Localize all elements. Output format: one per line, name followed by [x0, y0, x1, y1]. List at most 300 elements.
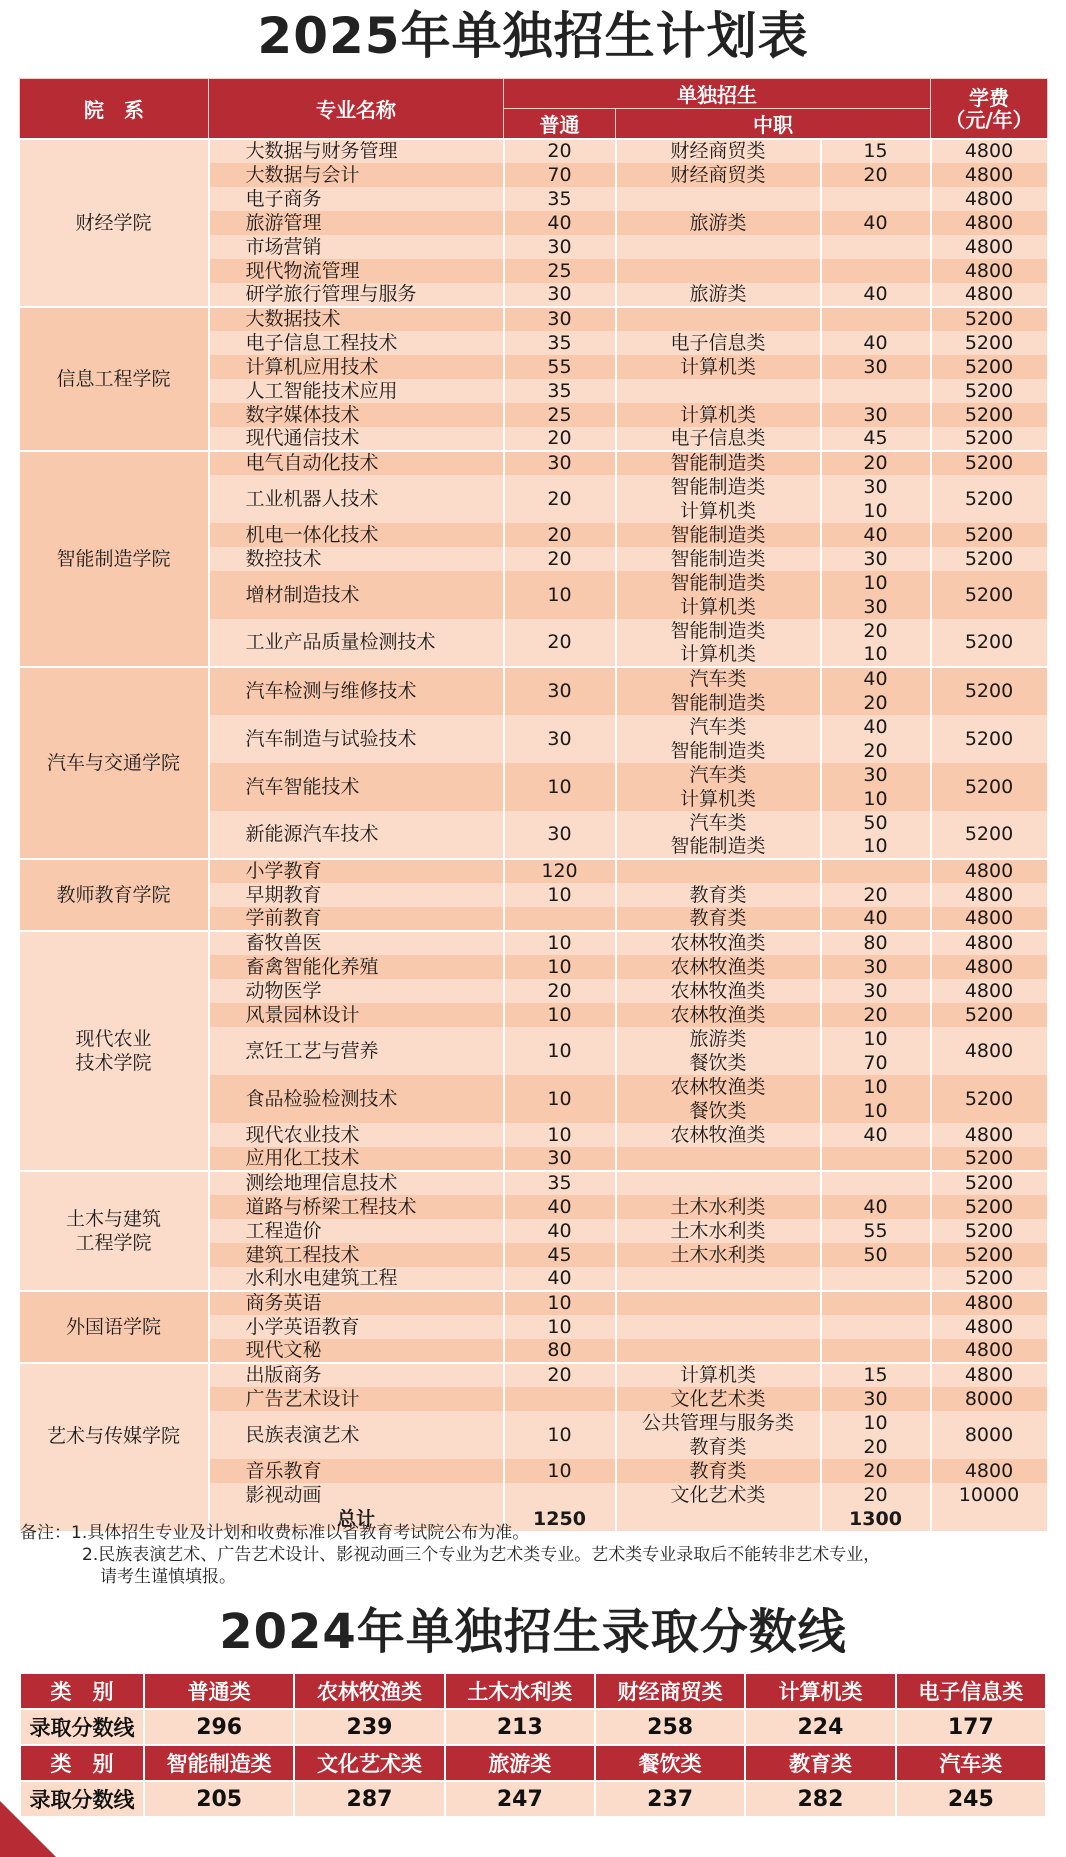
vocational-quota: 30 — [821, 763, 931, 787]
tuition-fee: 5200 — [931, 1195, 1048, 1219]
score-label: 录取分数线 — [20, 1781, 144, 1817]
score-label: 录取分数线 — [20, 1709, 144, 1745]
score-value: 213 — [445, 1709, 595, 1745]
vocational-category: 公共管理与服务类 — [616, 1411, 821, 1435]
enrollment-plan-table — [19, 78, 1049, 1531]
header-fee-unit: （元/年） — [945, 107, 1033, 132]
tuition-fee: 5200 — [931, 1171, 1048, 1195]
major-name: 风景园林设计 — [209, 1003, 504, 1027]
vocational-category: 汽车类 — [616, 763, 821, 787]
tuition-fee: 5200 — [931, 403, 1048, 427]
major-name: 数控技术 — [209, 547, 504, 571]
vocational-quota: 10 — [821, 835, 931, 859]
general-quota: 120 — [504, 859, 616, 883]
tuition-fee: 4800 — [931, 139, 1048, 163]
general-quota: 35 — [504, 379, 616, 403]
table-row — [20, 1363, 1048, 1387]
tuition-fee: 5200 — [931, 619, 1048, 667]
vocational-quota: 40 — [821, 907, 931, 931]
major-name: 研学旅行管理与服务 — [209, 283, 504, 307]
tuition-fee: 5200 — [931, 1147, 1048, 1171]
major-name: 机电一体化技术 — [209, 523, 504, 547]
vocational-quota: 40 — [821, 667, 931, 691]
dept-name: 信息工程学院 — [20, 307, 209, 451]
score-category: 计算机类 — [745, 1673, 895, 1709]
general-quota: 20 — [504, 619, 616, 667]
vocational-category: 教育类 — [616, 883, 821, 907]
general-quota: 35 — [504, 187, 616, 211]
vocational-category: 计算机类 — [616, 787, 821, 811]
vocational-category: 电子信息类 — [616, 427, 821, 451]
page-title: 2025年单独招生计划表 — [257, 7, 809, 65]
major-name: 工业产品质量检测技术 — [209, 619, 504, 667]
tuition-fee: 4800 — [931, 859, 1048, 883]
vocational-quota — [821, 187, 931, 211]
major-name: 新能源汽车技术 — [209, 811, 504, 859]
vocational-quota — [821, 1147, 931, 1171]
vocational-quota: 40 — [821, 283, 931, 307]
general-quota: 30 — [504, 667, 616, 715]
general-quota: 35 — [504, 1171, 616, 1195]
dept-name: 土木与建筑 工程学院 — [20, 1171, 209, 1291]
score-value: 247 — [445, 1781, 595, 1817]
vocational-category: 餐饮类 — [616, 1099, 821, 1123]
note-2: 2.民族表演艺术、广告艺术设计、影视动画三个专业为艺术类专业。艺术类专业录取后不能转非艺术专业， — [82, 1545, 881, 1565]
vocational-quota: 20 — [821, 1003, 931, 1027]
vocational-category: 餐饮类 — [616, 1051, 821, 1075]
vocational-quota — [821, 259, 931, 283]
vocational-category: 计算机类 — [616, 1363, 821, 1387]
tuition-fee: 4800 — [931, 1363, 1048, 1387]
vocational-quota: 70 — [821, 1051, 931, 1075]
vocational-quota: 20 — [821, 1459, 931, 1483]
major-name: 工程造价 — [209, 1219, 504, 1243]
category-label: 类 别 — [20, 1673, 144, 1709]
table-row — [20, 1291, 1048, 1315]
vocational-category: 农林牧渔类 — [616, 931, 821, 955]
header-fee-label: 学费 — [969, 85, 1009, 110]
tuition-fee: 4800 — [931, 1291, 1048, 1315]
vocational-category: 农林牧渔类 — [616, 1003, 821, 1027]
general-quota — [504, 1483, 616, 1507]
vocational-quota: 40 — [821, 331, 931, 355]
tuition-fee: 5200 — [931, 475, 1048, 523]
total-general: 1250 — [504, 1507, 616, 1531]
scores-title: 2024年单独招生录取分数线 — [219, 1604, 847, 1660]
vocational-category: 旅游类 — [616, 283, 821, 307]
tuition-fee: 5200 — [931, 1003, 1048, 1027]
score-category: 农林牧渔类 — [294, 1673, 444, 1709]
major-name: 电子信息工程技术 — [209, 331, 504, 355]
vocational-quota — [821, 307, 931, 331]
tuition-fee: 4800 — [931, 979, 1048, 1003]
vocational-category — [616, 1267, 821, 1291]
major-name: 广告艺术设计 — [209, 1387, 504, 1411]
tuition-fee: 5200 — [931, 523, 1048, 547]
vocational-quota: 40 — [821, 523, 931, 547]
vocational-quota: 10 — [821, 643, 931, 667]
major-name: 学前教育 — [209, 907, 504, 931]
tuition-fee: 4800 — [931, 907, 1048, 931]
header-major: 专业名称 — [209, 79, 504, 140]
tuition-fee: 5200 — [931, 763, 1048, 811]
tuition-fee: 5200 — [931, 811, 1048, 859]
major-name: 测绘地理信息技术 — [209, 1171, 504, 1195]
vocational-category: 智能制造类 — [616, 523, 821, 547]
general-quota: 45 — [504, 1243, 616, 1267]
vocational-quota — [821, 1315, 931, 1339]
general-quota: 10 — [504, 1411, 616, 1459]
tuition-fee: 5200 — [931, 331, 1048, 355]
general-quota: 55 — [504, 355, 616, 379]
vocational-quota: 30 — [821, 547, 931, 571]
general-quota: 10 — [504, 763, 616, 811]
tuition-fee: 4800 — [931, 259, 1048, 283]
header-general: 普通 — [504, 109, 616, 140]
tuition-fee: 5200 — [931, 307, 1048, 331]
tuition-fee: 8000 — [931, 1387, 1048, 1411]
general-quota: 20 — [504, 475, 616, 523]
general-quota: 10 — [504, 1291, 616, 1315]
vocational-category: 计算机类 — [616, 643, 821, 667]
vocational-category: 土木水利类 — [616, 1219, 821, 1243]
tuition-fee: 4800 — [931, 955, 1048, 979]
general-quota: 10 — [504, 931, 616, 955]
vocational-category: 计算机类 — [616, 403, 821, 427]
category-label: 类 别 — [20, 1745, 144, 1781]
corner-decoration — [0, 1801, 56, 1857]
tuition-fee: 5200 — [931, 667, 1048, 715]
vocational-category: 旅游类 — [616, 1027, 821, 1051]
vocational-quota: 20 — [821, 619, 931, 643]
score-value-row — [20, 1709, 1046, 1745]
general-quota: 35 — [504, 331, 616, 355]
vocational-category — [616, 1339, 821, 1363]
major-name: 汽车检测与维修技术 — [209, 667, 504, 715]
vocational-category: 农林牧渔类 — [616, 1075, 821, 1099]
vocational-category: 计算机类 — [616, 355, 821, 379]
major-name: 早期教育 — [209, 883, 504, 907]
major-name: 汽车制造与试验技术 — [209, 715, 504, 763]
vocational-category: 财经商贸类 — [616, 139, 821, 163]
general-quota: 30 — [504, 283, 616, 307]
score-value: 287 — [294, 1781, 444, 1817]
general-quota: 80 — [504, 1339, 616, 1363]
total-label: 总计 — [209, 1507, 504, 1531]
major-name: 汽车智能技术 — [209, 763, 504, 811]
major-name: 市场营销 — [209, 235, 504, 259]
vocational-category: 汽车类 — [616, 715, 821, 739]
general-quota: 40 — [504, 211, 616, 235]
tuition-fee: 5200 — [931, 571, 1048, 619]
vocational-quota: 45 — [821, 427, 931, 451]
vocational-quota: 15 — [821, 139, 931, 163]
vocational-category: 文化艺术类 — [616, 1387, 821, 1411]
vocational-quota: 30 — [821, 475, 931, 499]
vocational-category — [616, 859, 821, 883]
dept-name: 汽车与交通学院 — [20, 667, 209, 859]
score-category: 旅游类 — [445, 1745, 595, 1781]
vocational-quota: 10 — [821, 571, 931, 595]
vocational-category: 智能制造类 — [616, 547, 821, 571]
vocational-category — [616, 187, 821, 211]
score-category: 土木水利类 — [445, 1673, 595, 1709]
vocational-quota: 10 — [821, 1099, 931, 1123]
vocational-quota: 10 — [821, 1411, 931, 1435]
tuition-fee: 4800 — [931, 1459, 1048, 1483]
vocational-quota: 40 — [821, 1195, 931, 1219]
score-value: 224 — [745, 1709, 895, 1745]
major-name: 现代农业技术 — [209, 1123, 504, 1147]
vocational-category — [616, 259, 821, 283]
tuition-fee: 4800 — [931, 187, 1048, 211]
tuition-fee: 4800 — [931, 163, 1048, 187]
vocational-category: 土木水利类 — [616, 1243, 821, 1267]
major-name: 民族表演艺术 — [209, 1411, 504, 1459]
general-quota: 20 — [504, 139, 616, 163]
general-quota: 10 — [504, 883, 616, 907]
vocational-category — [616, 1171, 821, 1195]
tuition-fee: 4800 — [931, 1339, 1048, 1363]
table-row — [20, 931, 1048, 955]
vocational-quota: 50 — [821, 811, 931, 835]
vocational-quota — [821, 859, 931, 883]
table-row — [20, 139, 1048, 163]
score-category-row — [20, 1673, 1046, 1709]
major-name: 大数据与会计 — [209, 163, 504, 187]
tuition-fee: 5200 — [931, 1243, 1048, 1267]
note-3: 请考生谨慎填报。 — [100, 1567, 236, 1587]
general-quota: 10 — [504, 1075, 616, 1123]
table-row — [20, 451, 1048, 475]
tuition-fee: 4800 — [931, 883, 1048, 907]
general-quota — [504, 1387, 616, 1411]
vocational-quota: 20 — [821, 163, 931, 187]
major-name: 食品检验检测技术 — [209, 1075, 504, 1123]
major-name: 电气自动化技术 — [209, 451, 504, 475]
tuition-fee: 4800 — [931, 1315, 1048, 1339]
vocational-category: 电子信息类 — [616, 331, 821, 355]
vocational-quota — [821, 379, 931, 403]
score-category: 教育类 — [745, 1745, 895, 1781]
vocational-quota: 10 — [821, 1027, 931, 1051]
tuition-fee: 5200 — [931, 355, 1048, 379]
major-name: 大数据与财务管理 — [209, 139, 504, 163]
vocational-category: 旅游类 — [616, 211, 821, 235]
major-name: 动物医学 — [209, 979, 504, 1003]
major-name: 商务英语 — [209, 1291, 504, 1315]
general-quota: 10 — [504, 571, 616, 619]
vocational-quota: 10 — [821, 1075, 931, 1099]
plan-body — [20, 139, 1048, 1507]
dept-name: 智能制造学院 — [20, 451, 209, 667]
tuition-fee: 5200 — [931, 451, 1048, 475]
score-category-row — [20, 1745, 1046, 1781]
tuition-fee: 5200 — [931, 1219, 1048, 1243]
tuition-fee: 4800 — [931, 283, 1048, 307]
score-category: 智能制造类 — [144, 1745, 294, 1781]
vocational-quota: 20 — [821, 1435, 931, 1459]
general-quota: 30 — [504, 1147, 616, 1171]
vocational-quota — [821, 1291, 931, 1315]
header-enroll: 单独招生 — [504, 79, 931, 109]
major-name: 小学教育 — [209, 859, 504, 883]
general-quota: 10 — [504, 1027, 616, 1075]
vocational-category: 教育类 — [616, 1459, 821, 1483]
tuition-fee: 4800 — [931, 211, 1048, 235]
dept-name: 教师教育学院 — [20, 859, 209, 931]
major-name: 电子商务 — [209, 187, 504, 211]
major-name: 出版商务 — [209, 1363, 504, 1387]
general-quota: 30 — [504, 307, 616, 331]
vocational-quota — [821, 235, 931, 259]
major-name: 道路与桥梁工程技术 — [209, 1195, 504, 1219]
general-quota: 10 — [504, 1123, 616, 1147]
general-quota: 10 — [504, 1003, 616, 1027]
table-row — [20, 859, 1048, 883]
score-value: 239 — [294, 1709, 444, 1745]
score-category: 财经商贸类 — [595, 1673, 745, 1709]
score-table — [19, 1672, 1047, 1818]
major-name: 小学英语教育 — [209, 1315, 504, 1339]
vocational-quota — [821, 1171, 931, 1195]
tuition-fee: 4800 — [931, 1123, 1048, 1147]
vocational-category: 智能制造类 — [616, 475, 821, 499]
vocational-quota: 30 — [821, 1387, 931, 1411]
notes — [20, 1522, 1050, 1588]
header-dept: 院 系 — [20, 79, 209, 140]
major-name: 烹饪工艺与营养 — [209, 1027, 504, 1075]
tuition-fee: 10000 — [931, 1483, 1048, 1507]
tuition-fee: 4800 — [931, 1027, 1048, 1075]
general-quota: 30 — [504, 715, 616, 763]
score-value: 258 — [595, 1709, 745, 1745]
score-value: 296 — [144, 1709, 294, 1745]
general-quota: 10 — [504, 955, 616, 979]
general-quota: 10 — [504, 1459, 616, 1483]
score-value: 282 — [745, 1781, 895, 1817]
tuition-fee: 5200 — [931, 1267, 1048, 1291]
vocational-category — [616, 307, 821, 331]
major-name: 畜禽智能化养殖 — [209, 955, 504, 979]
general-quota — [504, 907, 616, 931]
general-quota: 20 — [504, 1363, 616, 1387]
vocational-quota: 20 — [821, 691, 931, 715]
vocational-category — [616, 379, 821, 403]
tuition-fee: 4800 — [931, 235, 1048, 259]
vocational-category: 智能制造类 — [616, 571, 821, 595]
vocational-category: 计算机类 — [616, 499, 821, 523]
vocational-category: 智能制造类 — [616, 691, 821, 715]
general-quota: 20 — [504, 523, 616, 547]
vocational-category: 智能制造类 — [616, 451, 821, 475]
tuition-fee: 5200 — [931, 427, 1048, 451]
major-name: 人工智能技术应用 — [209, 379, 504, 403]
vocational-quota: 40 — [821, 211, 931, 235]
dept-name: 财经学院 — [20, 139, 209, 307]
vocational-quota: 30 — [821, 595, 931, 619]
general-quota: 30 — [504, 811, 616, 859]
vocational-quota: 10 — [821, 787, 931, 811]
vocational-quota: 80 — [821, 931, 931, 955]
vocational-category — [616, 1291, 821, 1315]
vocational-quota: 30 — [821, 355, 931, 379]
tuition-fee: 5200 — [931, 547, 1048, 571]
score-category: 文化艺术类 — [294, 1745, 444, 1781]
tuition-fee: 8000 — [931, 1411, 1048, 1459]
dept-name: 外国语学院 — [20, 1291, 209, 1363]
vocational-quota: 30 — [821, 955, 931, 979]
major-name: 工业机器人技术 — [209, 475, 504, 523]
general-quota: 20 — [504, 427, 616, 451]
vocational-category: 汽车类 — [616, 811, 821, 835]
major-name: 大数据技术 — [209, 307, 504, 331]
vocational-quota: 20 — [821, 883, 931, 907]
vocational-category: 智能制造类 — [616, 619, 821, 643]
vocational-quota — [821, 1339, 931, 1363]
vocational-quota: 50 — [821, 1243, 931, 1267]
vocational-category: 教育类 — [616, 907, 821, 931]
total-vocational: 1300 — [821, 1507, 931, 1531]
vocational-quota: 55 — [821, 1219, 931, 1243]
vocational-quota: 15 — [821, 1363, 931, 1387]
major-name: 应用化工技术 — [209, 1147, 504, 1171]
score-value: 205 — [144, 1781, 294, 1817]
vocational-quota: 20 — [821, 739, 931, 763]
header-vocational: 中职 — [616, 109, 931, 140]
vocational-quota: 20 — [821, 451, 931, 475]
vocational-quota: 40 — [821, 715, 931, 739]
general-quota: 25 — [504, 403, 616, 427]
table-row — [20, 1171, 1048, 1195]
score-value-row — [20, 1781, 1046, 1817]
vocational-quota: 30 — [821, 403, 931, 427]
note-1: 备注：1.具体招生专业及计划和收费标准以省教育考试院公布为准。 — [20, 1523, 530, 1543]
major-name: 水利水电建筑工程 — [209, 1267, 504, 1291]
score-category: 餐饮类 — [595, 1745, 745, 1781]
table-row — [20, 307, 1048, 331]
general-quota: 25 — [504, 259, 616, 283]
major-name: 数字媒体技术 — [209, 403, 504, 427]
tuition-fee: 4800 — [931, 931, 1048, 955]
major-name: 建筑工程技术 — [209, 1243, 504, 1267]
vocational-category — [616, 1147, 821, 1171]
vocational-category: 智能制造类 — [616, 739, 821, 763]
vocational-quota: 30 — [821, 979, 931, 1003]
major-name: 影视动画 — [209, 1483, 504, 1507]
general-quota: 40 — [504, 1267, 616, 1291]
vocational-category: 农林牧渔类 — [616, 955, 821, 979]
vocational-category: 文化艺术类 — [616, 1483, 821, 1507]
tuition-fee: 5200 — [931, 379, 1048, 403]
major-name: 旅游管理 — [209, 211, 504, 235]
vocational-category: 教育类 — [616, 1435, 821, 1459]
general-quota: 40 — [504, 1195, 616, 1219]
general-quota: 70 — [504, 163, 616, 187]
vocational-quota: 10 — [821, 499, 931, 523]
vocational-category — [616, 235, 821, 259]
vocational-quota: 40 — [821, 1123, 931, 1147]
tuition-fee: 5200 — [931, 1075, 1048, 1123]
score-category: 汽车类 — [896, 1745, 1046, 1781]
vocational-category: 农林牧渔类 — [616, 1123, 821, 1147]
vocational-category: 财经商贸类 — [616, 163, 821, 187]
major-name: 计算机应用技术 — [209, 355, 504, 379]
table-row — [20, 667, 1048, 691]
major-name: 音乐教育 — [209, 1459, 504, 1483]
vocational-category — [616, 1315, 821, 1339]
general-quota: 20 — [504, 979, 616, 1003]
